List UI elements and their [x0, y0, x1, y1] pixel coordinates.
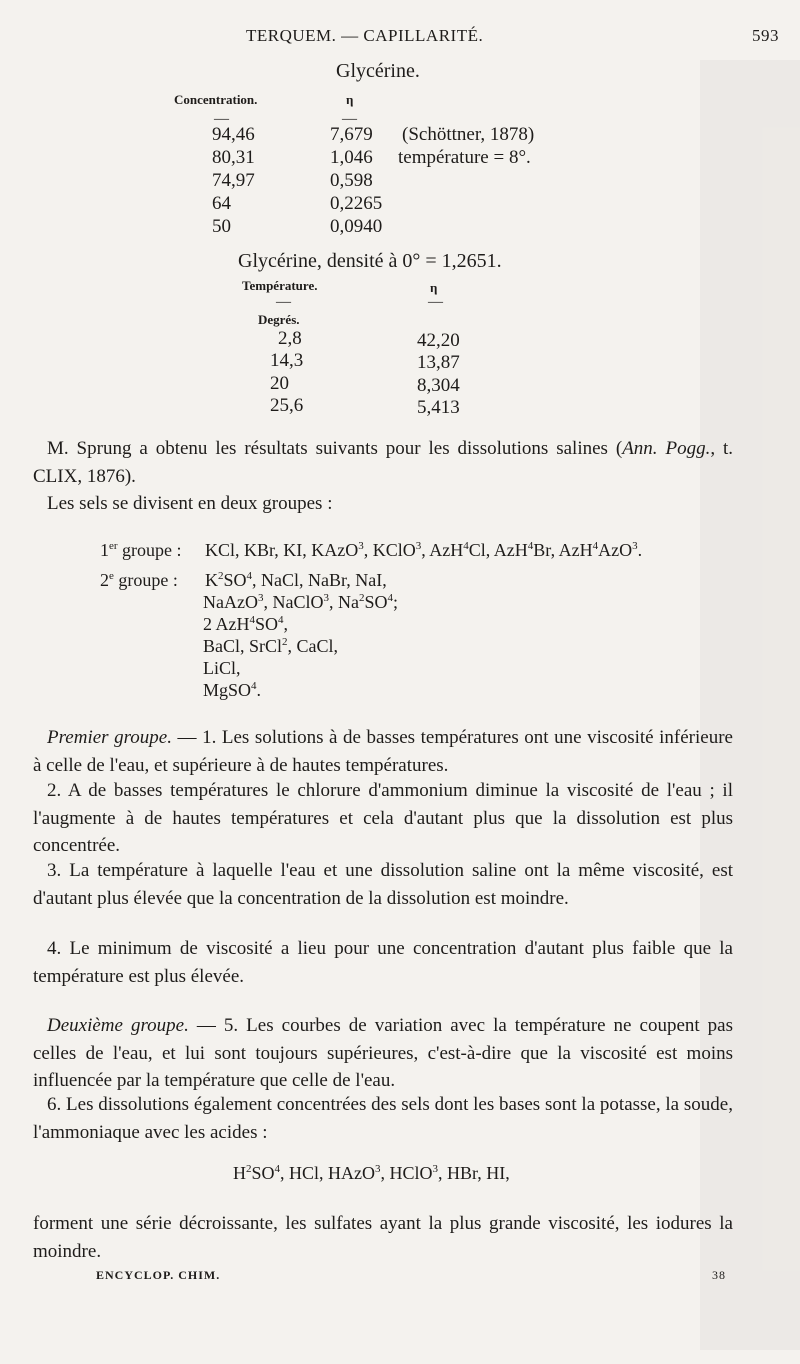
group2-label: 2e groupe :	[100, 570, 178, 590]
paragraph-4: 4. Le minimum de viscosité a lieu pour une concentration d'autant plus faible que la température est plus élevée.	[33, 938, 733, 987]
table-cell: 14,3	[270, 350, 304, 371]
paragraph-2: 2. A de basses températures le chlorure d'ammonium diminue la viscosité de l'eau ; il l'augmente à de hautes températures et cela d'autant plus que la dissolution est plus concentrée.	[33, 780, 733, 856]
group1-label: 1er groupe :	[100, 540, 182, 560]
table2-col1-subhead: Degrés.	[258, 312, 300, 327]
paragraph-groups-intro: Les sels se divisent en deux groupes :	[47, 493, 333, 514]
table-cell: 74,97	[212, 170, 255, 191]
table1-col1-rule: —	[214, 111, 229, 127]
deuxieme-groupe-label: Deuxième groupe.	[47, 1015, 189, 1036]
table1-col2-head: η	[346, 92, 354, 107]
group1-salts: KCl, KBr, KI, KAzO$^3$, KClO$^3$, AzH$^4$Cl, AzH$^4$Br, AzH$^4$AzO$^3$.	[205, 540, 643, 560]
footer-signature: 38	[712, 1268, 726, 1282]
table-cell: 0,2265	[330, 193, 383, 214]
table-cell: 50	[212, 216, 231, 237]
table-cell: 5,413	[417, 397, 460, 418]
paragraph-sprung	[33, 435, 733, 490]
group2-salts-line1: $K^2SO^4$, NaCl, NaBr, NaI,	[205, 570, 387, 590]
table-cell: (Schöttner, 1878)	[402, 124, 535, 145]
deuxieme-groupe-text: — 5. Les courbes de variation avec la température ne coupent pas celles de l'eau, et lui sont toujours supérieures, c'est-à-dire que la viscosité est moins influencée par la température que celle de l'eau.	[33, 1015, 734, 1091]
page-number: 593	[752, 26, 779, 45]
table-cell: 1,046	[330, 147, 373, 168]
table-cell: 8,304	[417, 375, 460, 396]
table-cell: 80,31	[212, 147, 255, 168]
table2-col2-head: η	[430, 280, 438, 295]
paragraph-6-end: forment une série décroissante, les sulfates ayant la plus grande viscosité, les iodures la moindre.	[33, 1213, 733, 1262]
paragraph-6: 6. Les dissolutions également concentrées des sels dont les bases sont la potasse, la soude, l'ammoniaque avec les acides :	[33, 1094, 733, 1143]
group2-salts-line5: LiCl,	[203, 658, 241, 678]
group2-salts-line2: NaAzO$^3$, NaClO$^3$, $Na^2SO^4$;	[203, 592, 399, 612]
table1-title: Glycérine.	[336, 60, 420, 82]
table-cell: 20	[270, 373, 289, 394]
table-cell: 13,87	[417, 352, 460, 373]
table2-col2-rule: —	[428, 294, 443, 310]
table-cell: 7,679	[330, 124, 373, 145]
table1-col2-rule: —	[342, 111, 357, 127]
paragraph-deuxieme-groupe	[33, 1012, 733, 1095]
group2-salts-line3: 2 $AzH^4SO^4$,	[203, 614, 289, 634]
bleed-through-shade	[700, 60, 800, 1350]
table1-col1-head: Concentration.	[174, 92, 258, 107]
footer-left: ENCYCLOP. CHIM.	[96, 1268, 221, 1282]
sprung-ann: Ann.	[622, 438, 658, 459]
sprung-pogg: Pogg.	[665, 438, 711, 459]
table-cell: 2,8	[278, 328, 302, 349]
acids-formula: $H^2SO^4$, HCl, HAzO$^3$, HClO$^3$, HBr, HI,	[233, 1163, 510, 1183]
table-cell: 0,0940	[330, 216, 383, 237]
table-cell: 0,598	[330, 170, 373, 191]
table-cell: température = 8°.	[398, 147, 531, 168]
paragraph-premier-groupe	[33, 724, 733, 779]
sprung-text-1: M. Sprung a obtenu les résultats suivants pour les dissolutions salines (	[47, 438, 623, 459]
table-cell: 64	[212, 193, 231, 214]
premier-groupe-label: Premier groupe.	[47, 727, 172, 748]
table2-title: Glycérine, densité à 0° = 1,2651.	[238, 250, 502, 272]
table-cell: 25,6	[270, 395, 304, 416]
table-cell: 42,20	[417, 330, 460, 351]
table2-col1-head: Température.	[242, 278, 318, 293]
group2-salts-line4: BaCl, SrCl$^2$, CaCl,	[203, 636, 339, 656]
running-title: TERQUEM. — CAPILLARITÉ.	[246, 26, 484, 45]
table2-col1-rule: —	[276, 294, 291, 310]
table-cell: 94,46	[212, 124, 255, 145]
sprung-text-2: , t. CLIX, 1876).	[33, 438, 734, 487]
paragraph-3: 3. La température à laquelle l'eau et une dissolution saline ont la même viscosité, est d'autant plus élevée que la concentration de la dissolution est moindre.	[33, 860, 733, 909]
premier-groupe-text: — 1. Les solutions à de basses températures ont une viscosité inférieure à celle de l'eau, et supérieure à de hautes températures.	[33, 727, 733, 776]
group2-salts-line6: MgSO$^4$.	[203, 680, 262, 700]
